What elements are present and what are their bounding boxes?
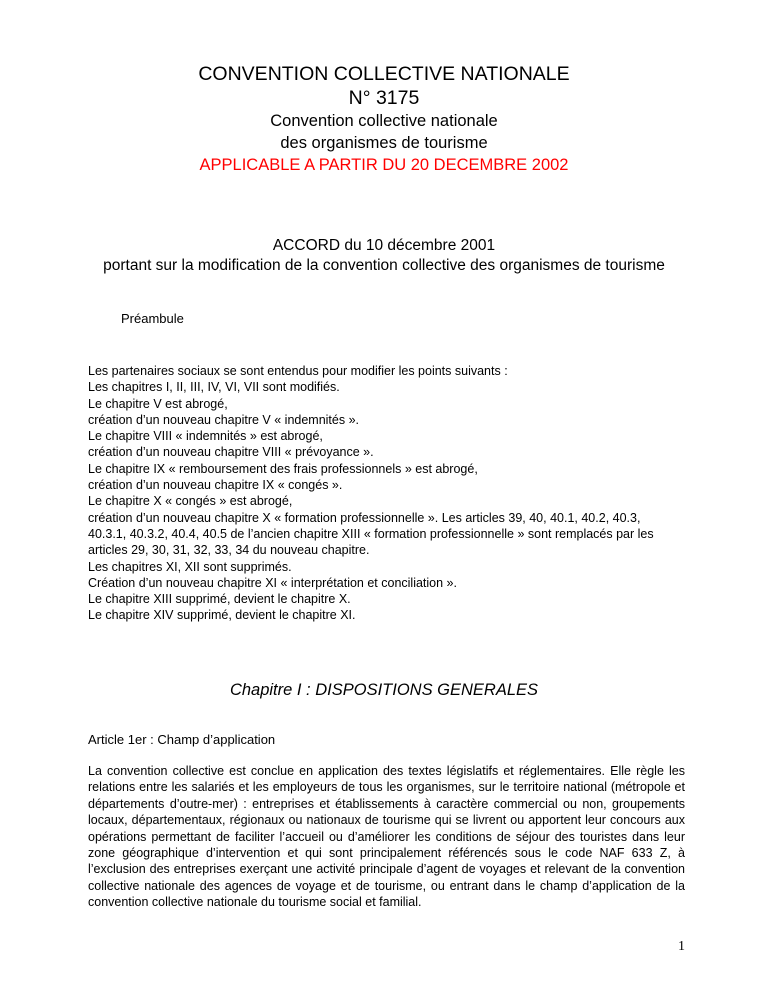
preambule-line: 40.3.1, 40.3.2, 40.4, 40.5 de l’ancien chapitre XIII « formation professionnelle » sont remplacés par les — [88, 526, 654, 541]
preambule-line: articles 29, 30, 31, 32, 33, 34 du nouveau chapitre. — [88, 543, 370, 558]
preambule-line: Le chapitre IX « remboursement des frais professionnels » est abrogé, — [88, 461, 478, 476]
preambule-line: Les chapitres I, II, III, IV, VI, VII sont modifiés. — [88, 380, 340, 395]
chapter-title: Chapitre I : DISPOSITIONS GENERALES — [229, 681, 539, 699]
accord-subtitle: portant sur la modification de la convention collective des organismes de tourisme — [103, 257, 665, 274]
preambule-line: Les chapitres XI, XII sont supprimés. — [88, 559, 292, 574]
preambule-line: Création d’un nouveau chapitre XI « interprétation et conciliation ». — [88, 575, 457, 590]
preambule-line: Les partenaires sociaux se sont entendus pour modifier les points suivants : — [88, 364, 508, 378]
preambule-line: Le chapitre XIII supprimé, devient le chapitre X. — [88, 592, 351, 607]
preambule-line: création d’un nouveau chapitre VIII « prévoyance ». — [88, 445, 374, 460]
preambule-heading: Préambule — [121, 311, 184, 326]
article-paragraph: La convention collective est conclue en application des textes législatifs et réglementaires. Elle règle les relations entre les salariés et les employeurs de tous les organismes, sur le territoire national (métropole et départements d’outre-mer) : entreprises et établissements à caractère commercial ou non, groupements locaux, départementaux, régionaux ou nationaux de tourisme qui se livrent ou apportent leur concours aux opérations permettant de faciliter l’accueil ou d’améliorer les conditions de séjour des touristes dans leur zone géographique d’intervention et qui sont principalement référencés sous le code NAF 633 Z, à l’exclusion des entreprises exerçant une activité principale d’agent de voyages et relevant de la convention collective nationale des agences de voyage et de tourisme, ou entrant dans le champ d’application de la convention collective nationale du tourisme social et familial. — [88, 764, 685, 910]
preambule-line: Le chapitre VIII « indemnités » est abrogé, — [88, 429, 323, 444]
page-number: 1 — [678, 939, 685, 954]
accord-title: ACCORD du 10 décembre 2001 — [272, 237, 496, 254]
document-title: CONVENTION COLLECTIVE NATIONALE — [198, 63, 570, 85]
article-title: Article 1er : Champ d’application — [88, 732, 276, 747]
preambule-body — [88, 363, 688, 624]
preambule-line: création d’un nouveau chapitre V « indemnités ». — [88, 412, 360, 427]
preambule-line: Le chapitre X « congés » est abrogé, — [88, 494, 293, 509]
preambule-line: création d’un nouveau chapitre X « formation professionnelle ». Les articles 39, 40, 40.1, 40.2, 40.3, — [88, 510, 641, 525]
document-subtitle-line2: des organismes de tourisme — [280, 134, 488, 152]
preambule-line: création d’un nouveau chapitre IX « congés ». — [88, 478, 343, 493]
document-subtitle: Convention collective nationale — [270, 112, 498, 130]
preambule-line: Le chapitre XIV supprimé, devient le chapitre XI. — [88, 608, 356, 623]
convention-number: N° 3175 — [348, 87, 420, 109]
preambule-line: Le chapitre V est abrogé, — [88, 396, 228, 411]
applicable-date-notice: APPLICABLE A PARTIR DU 20 DECEMBRE 2002 — [199, 156, 569, 174]
